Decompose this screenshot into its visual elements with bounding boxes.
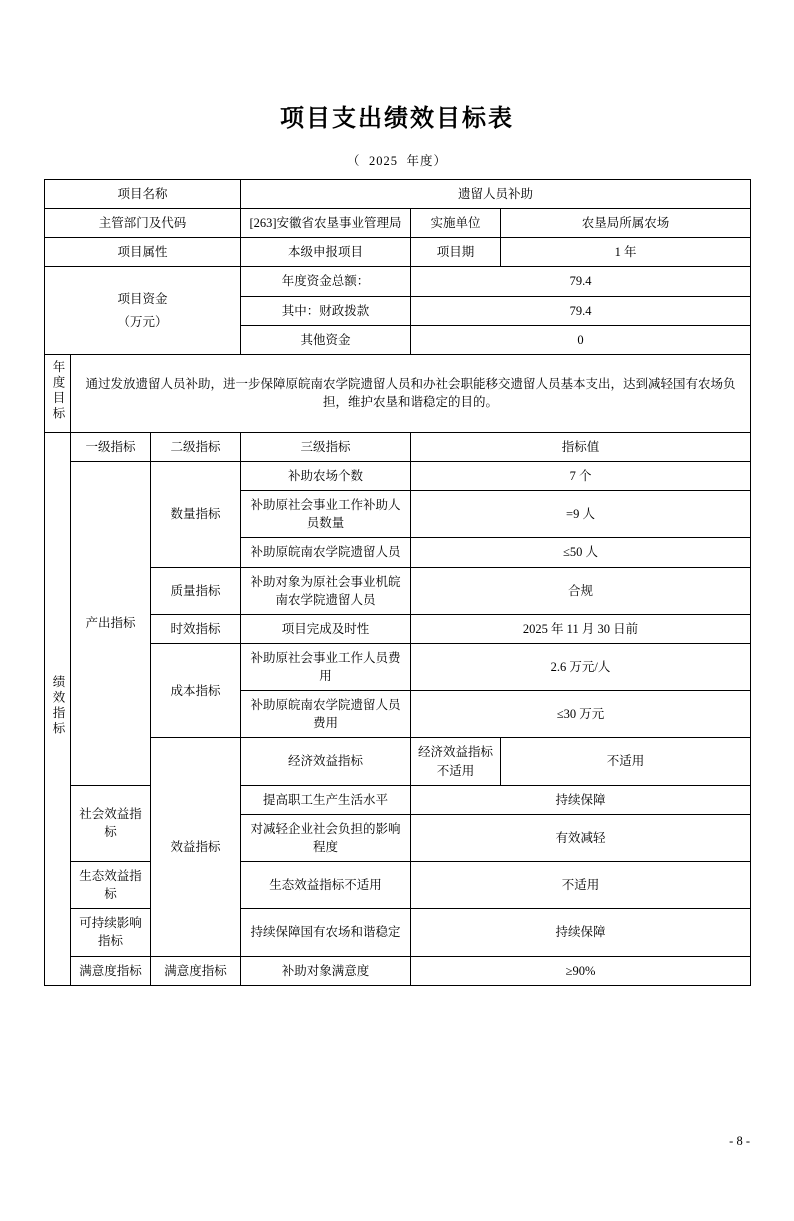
performance-goal-table (44, 179, 751, 986)
indicator-value: ≤50 人 (411, 538, 751, 567)
indicator-value: 有效减轻 (411, 814, 751, 861)
level3-indicator: 补助原皖南农学院遗留人员费用 (241, 691, 411, 738)
indicator-value: 不适用 (501, 738, 751, 785)
table-row (45, 738, 751, 785)
document-page (0, 98, 794, 1221)
level1-output: 产出指标 (71, 462, 151, 786)
table-row-fund-total (45, 267, 751, 296)
level2-sustainable: 可持续影响指标 (71, 909, 151, 956)
year-suffix: 年度） (406, 154, 448, 168)
project-attribute-label: 项目属性 (45, 238, 241, 267)
level2-economic: 经济效益指标 (241, 738, 411, 785)
fund-row-value: 79.4 (411, 296, 751, 325)
column-header-level2: 二级指标 (151, 432, 241, 461)
level3-indicator: 补助对象满意度 (241, 956, 411, 985)
table-row-project-name (45, 180, 751, 209)
project-period-label: 项目期 (411, 238, 501, 267)
level2-social: 社会效益指标 (71, 785, 151, 861)
fund-row-name: 年度资金总额： (241, 267, 411, 296)
fund-row-name: 其他资金 (241, 325, 411, 354)
project-attribute-value: 本级申报项目 (241, 238, 411, 267)
project-name-label: 项目名称 (45, 180, 241, 209)
annual-goal-text: 通过发放遗留人员补助，进一步保障原皖南农学院遗留人员和办社会职能移交遗留人员基本支出，达到减轻国有农场负担，维护农垦和谐稳定的目的。 (71, 354, 751, 432)
indicator-value: 7 个 (411, 462, 751, 491)
fund-label (45, 267, 241, 354)
level1-satisfaction: 满意度指标 (71, 956, 151, 985)
level3-indicator: 对减轻企业社会负担的影响程度 (241, 814, 411, 861)
table-row (45, 614, 751, 643)
level2-satisfaction: 满意度指标 (151, 956, 241, 985)
level2-timeliness: 时效指标 (151, 614, 241, 643)
page-number: - 8 - (729, 1134, 750, 1148)
table-row (45, 567, 751, 614)
fund-row-value: 79.4 (411, 267, 751, 296)
level3-indicator: 补助原皖南农学院遗留人员 (241, 538, 411, 567)
level2-cost: 成本指标 (151, 643, 241, 738)
annual-goal-label: 年度目标 (45, 354, 71, 432)
level2-quantity: 数量指标 (151, 462, 241, 568)
year-prefix: （ (346, 154, 361, 168)
fund-label-line2: （万元） (117, 314, 168, 329)
level3-indicator: 项目完成及时性 (241, 614, 411, 643)
level2-ecological: 生态效益指标 (71, 862, 151, 909)
implementation-unit-value: 农垦局所属农场 (501, 209, 751, 238)
level3-indicator: 生态效益指标不适用 (241, 862, 411, 909)
year-line (44, 151, 750, 169)
table-row (45, 643, 751, 690)
table-row (45, 909, 751, 956)
indicator-value: 合规 (411, 567, 751, 614)
level3-indicator: 补助原社会事业工作补助人员数量 (241, 491, 411, 538)
level3-indicator: 补助对象为原社会事业机皖南农学院遗留人员 (241, 567, 411, 614)
department-value: [263]安徽省农垦事业管理局 (241, 209, 411, 238)
column-header-level1: 一级指标 (71, 432, 151, 461)
level1-benefit: 效益指标 (151, 738, 241, 956)
indicator-value: ≤30 万元 (411, 691, 751, 738)
performance-indicator-label: 绩效指标 (45, 432, 71, 985)
column-header-value: 指标值 (411, 432, 751, 461)
indicator-value: 持续保障 (411, 909, 751, 956)
table-row-department (45, 209, 751, 238)
project-name-value: 遗留人员补助 (241, 180, 751, 209)
indicator-value: 持续保障 (411, 785, 751, 814)
table-row-attribute (45, 238, 751, 267)
table-row (45, 785, 751, 814)
level3-indicator: 经济效益指标不适用 (411, 738, 501, 785)
year-value: 2025 (369, 154, 398, 168)
table-row (45, 862, 751, 909)
indicator-value: 2025 年 11 月 30 日前 (411, 614, 751, 643)
implementation-unit-label: 实施单位 (411, 209, 501, 238)
indicator-value: 不适用 (411, 862, 751, 909)
level3-indicator: 提高职工生产生活水平 (241, 785, 411, 814)
level2-quality: 质量指标 (151, 567, 241, 614)
indicator-value: =9 人 (411, 491, 751, 538)
column-header-level3: 三级指标 (241, 432, 411, 461)
project-period-value: 1 年 (501, 238, 751, 267)
table-row (45, 462, 751, 491)
level3-indicator: 补助原社会事业工作人员费用 (241, 643, 411, 690)
fund-row-name: 其中：财政拨款 (241, 296, 411, 325)
page-title: 项目支出绩效目标表 (280, 106, 514, 132)
indicator-value: ≥90% (411, 956, 751, 985)
level3-indicator: 补助农场个数 (241, 462, 411, 491)
department-label: 主管部门及代码 (45, 209, 241, 238)
table-row-indicator-header (45, 432, 751, 461)
indicator-value: 2.6 万元/人 (411, 643, 751, 690)
fund-row-value: 0 (411, 325, 751, 354)
table-row (45, 956, 751, 985)
fund-label-line1: 项目资金 (117, 292, 168, 307)
table-row-annual-goal (45, 354, 751, 432)
level3-indicator: 持续保障国有农场和谐稳定 (241, 909, 411, 956)
